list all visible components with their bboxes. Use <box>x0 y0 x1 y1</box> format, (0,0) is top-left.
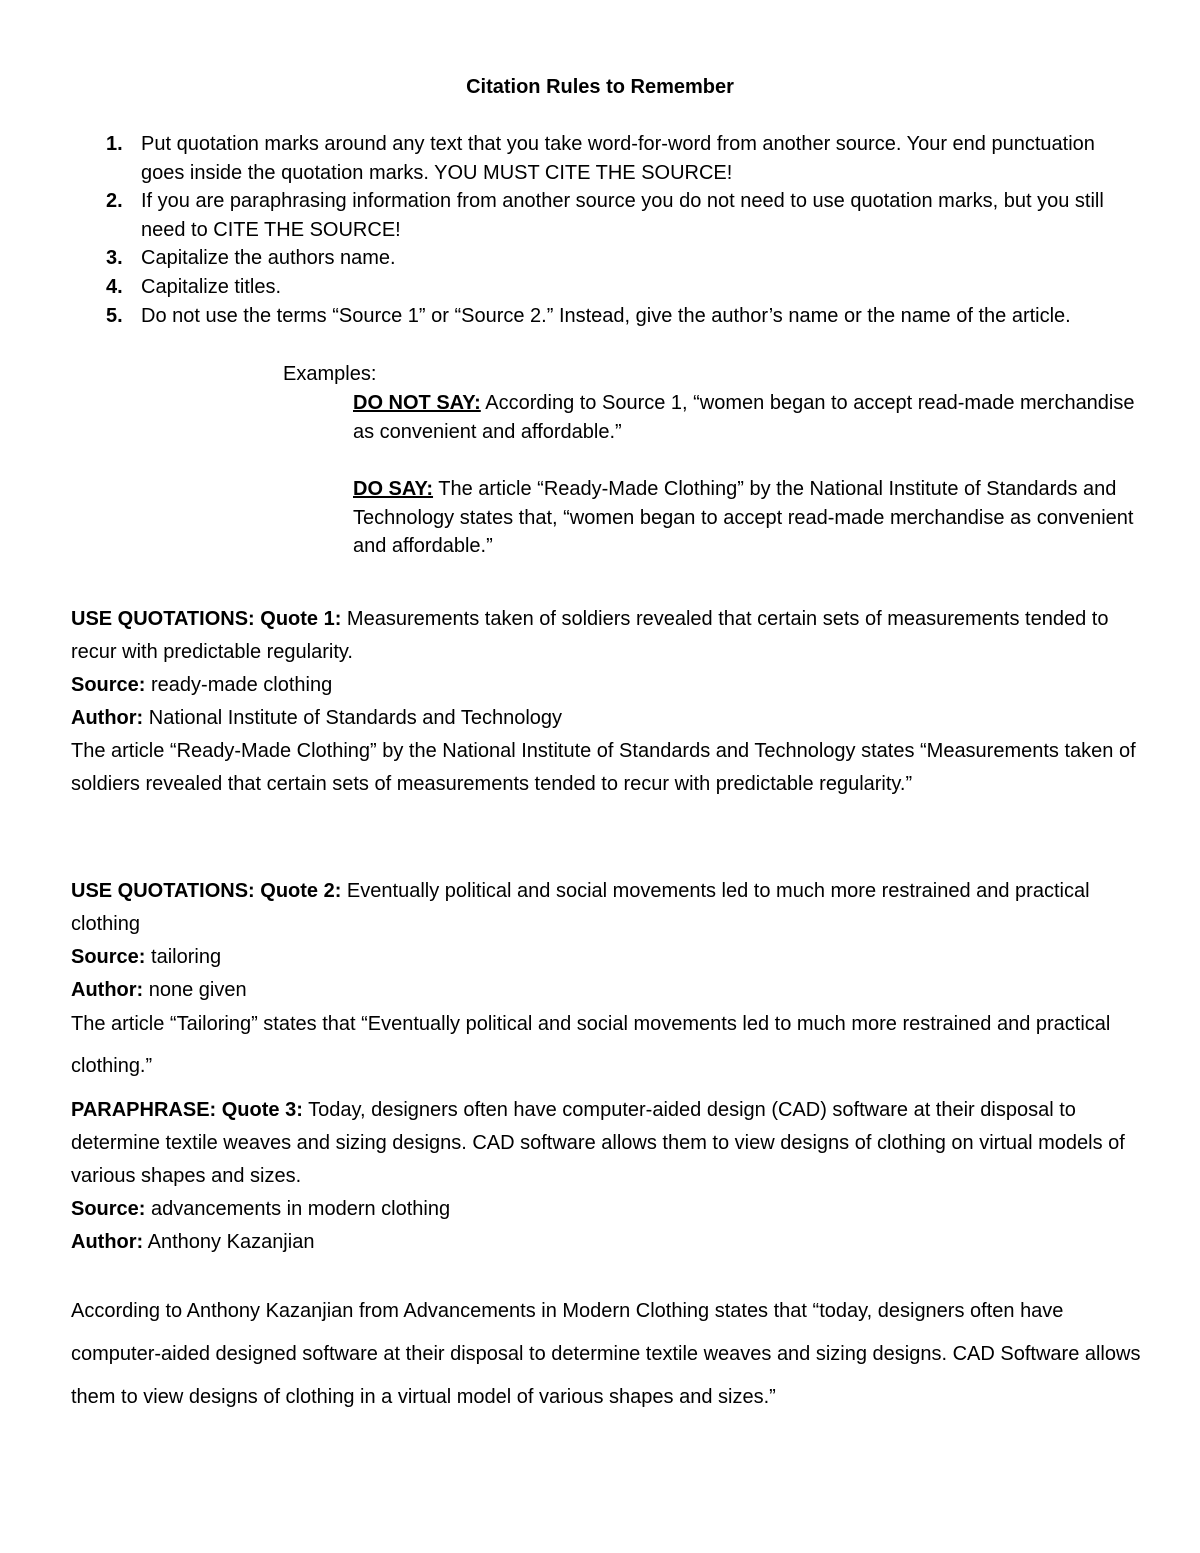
quote-2-source <box>71 941 1141 974</box>
do-say-text: The article “Ready-Made Clothing” by the National Institute of Standards and Technology states that, “women began to accept read-made merchandise as convenient and affordable.” <box>353 478 1134 558</box>
rule-text: Put quotation marks around any text that you take word-for-word from another source. Your end punctuation goes inside the quotation marks. YOU MUST CITE THE SOURCE! <box>141 133 1095 184</box>
rules-list <box>100 130 1130 330</box>
example-do-not-say <box>353 389 1143 446</box>
source-value: advancements in modern clothing <box>145 1198 451 1220</box>
quote-3-source <box>71 1193 1141 1226</box>
rule-text: Capitalize the authors name. <box>141 247 396 270</box>
rule-number: 2. <box>106 190 123 213</box>
list-item <box>100 187 1130 244</box>
author-label: Author: <box>71 1231 144 1253</box>
example-do-say <box>353 475 1143 561</box>
list-item <box>100 302 1130 331</box>
quote-3-line <box>71 1094 1141 1193</box>
list-item <box>100 244 1130 273</box>
quote-2-line <box>71 875 1141 941</box>
paraphrase-paragraph: According to Anthony Kazanjian from Advancements in Modern Clothing states that “today, designers often have computer-aided designed software at their disposal to determine textile weaves and sizing designs. CAD Software allows them to view designs of clothing in a virtual model of various shapes and sizes.” <box>71 1300 1141 1408</box>
rule-number: 1. <box>106 133 123 155</box>
author-value: none given <box>143 979 247 1001</box>
quote-1-source <box>71 669 1141 702</box>
quote-2-text: Eventually political and social movements led to much more restrained and practical clothing <box>71 880 1090 935</box>
examples-label: Examples: <box>283 363 377 385</box>
quote-3-section <box>71 1094 1141 1259</box>
author-value: Anthony Kazanjian <box>143 1231 315 1253</box>
quote-1-citation: The article “Ready-Made Clothing” by the National Institute of Standards and Technology states “Measurements taken of soldiers revealed that certain sets of measurements tended to recur with predictable regularity.” <box>71 740 1136 795</box>
source-label: Source: <box>71 1198 146 1220</box>
quote-3-heading: PARAPHRASE: Quote 3: <box>71 1099 303 1121</box>
list-item <box>100 130 1130 187</box>
author-label: Author: <box>71 979 144 1001</box>
author-value: National Institute of Standards and Technology <box>143 707 563 729</box>
rule-text: Do not use the terms “Source 1” or “Source 2.” Instead, give the author’s name or the name of the article. <box>141 304 1071 327</box>
rule-number: 3. <box>106 247 123 270</box>
quote-1-text: Measurements taken of soldiers revealed that certain sets of measurements tended to recur with predictable regularity. <box>71 608 1109 663</box>
rule-text: Capitalize titles. <box>141 275 282 298</box>
do-not-say-label: DO NOT SAY: <box>353 392 481 414</box>
rule-number: 4. <box>106 275 123 298</box>
source-value: tailoring <box>145 946 222 968</box>
source-label: Source: <box>71 946 146 968</box>
quote-1-section <box>71 603 1141 801</box>
rule-text: If you are paraphrasing information from another source you do not need to use quotation marks, but you still need to CITE THE SOURCE! <box>141 190 1104 241</box>
list-item <box>100 273 1130 302</box>
quote-1-heading: USE QUOTATIONS: Quote 1: <box>71 608 342 630</box>
author-label: Author: <box>71 707 144 729</box>
quote-2-section <box>71 875 1141 1087</box>
do-not-say-text: According to Source 1, “women began to accept read-made merchandise as convenient and affordable.” <box>353 392 1135 443</box>
quote-2-heading: USE QUOTATIONS: Quote 2: <box>71 880 342 902</box>
source-value: ready-made clothing <box>145 674 333 696</box>
rule-number: 5. <box>106 304 123 327</box>
page-title: Citation Rules to Remember <box>466 76 734 98</box>
source-label: Source: <box>71 674 146 696</box>
do-say-label: DO SAY: <box>353 478 434 500</box>
quote-3-author <box>71 1226 1141 1259</box>
quote-1-author <box>71 702 1141 735</box>
quote-3-text: Today, designers often have computer-aided design (CAD) software at their disposal to determine textile weaves and sizing designs. CAD software allows them to view designs of clothing on virtual models of various shapes and sizes. <box>71 1099 1125 1187</box>
quote-2-citation: The article “Tailoring” states that “Eventually political and social movements led to much more restrained and practical clothing.” <box>71 1013 1111 1077</box>
quote-1-line <box>71 603 1141 669</box>
